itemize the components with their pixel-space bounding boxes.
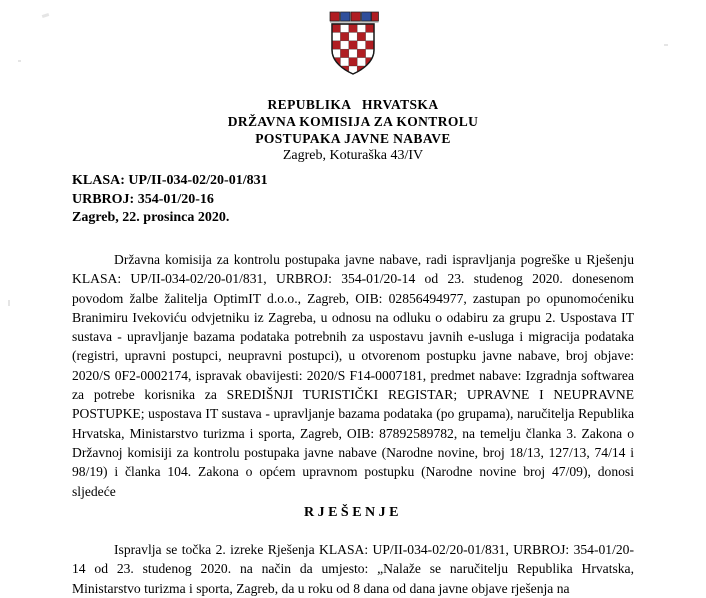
klasa-number: KLASA: UP/II-034-02/20-01/831 xyxy=(72,173,268,188)
correction-paragraph: Ispravlja se točka 2. izreke Rješenja KLASA: UP/II-034-02/20-01/831, URBROJ: 354-01/20-14 od 23. studenog 2020. na način da umjesto: „Nalaže se naručitelju Republika Hrvatska, Ministarstvo turizma i sporta, Zagreb, da u roku od 8 dana od dana javne objave rješenja na xyxy=(72,542,634,596)
emblem-container xyxy=(0,10,706,81)
header-line-postupaka: POSTUPAKA JAVNE NABAVE xyxy=(255,131,451,146)
institution-header xyxy=(0,96,706,164)
header-line-republika: REPUBLIKA HRVATSKA xyxy=(267,97,439,112)
place-and-date: Zagreb, 22. prosinca 2020. xyxy=(72,210,230,225)
intro-paragraph: Državna komisija za kontrolu postupaka javne nabave, radi ispravljanja pogreške u Rješenju KLASA: UP/II-034-02/20-01/831, URBROJ: 354-01/20-14 od 23. studenog 2020. donesenom povodom žalbe žalitelja OptimIT d.o.o., Zagreb, OIB: 02856494977, zastupan po opunomoćeniku Branimiru Ivekoviću odvjetniku iz Zagreba, u odnosu na odluku o odabiru za grupu 2. Uspostava IT sustava - upravljanje bazama podataka potrebnih za uspostavu javnih e-usluga i migracija podataka (registri, upravni postupci, neupravni postupci), u otvorenom postupku javne nabave, broj objave: 2020/S 0F2-0002174, ispravak obavijesti: 2020/S F14-0007181, predmet nabave: Izgradnja softwarea za potrebe korisnika za SREDIŠNJI TURISTIČKI REGISTAR; UPRAVNE I NEUPRAVNE POSTUPKE; uspostava IT sustava - upravljanje bazama podataka (po grupama), naručitelja Republika Hrvatska, Ministarstvo turizma i sporta, Zagreb, OIB: 87892589782, na temelju članka 3. Zakona o Državnoj komisiji za kontrolu postupaka javne nabave (Narodne novine, broj 18/13, 127/13, 74/14 i 98/19) i članka 104. Zakona o općem upravnom postupku (Narodne novine broj 47/09), donosi sljedeće xyxy=(72,252,634,499)
header-line-komisija: DRŽAVNA KOMISIJA ZA KONTROLU xyxy=(227,114,479,129)
urbroj-number: URBROJ: 354-01/20-16 xyxy=(72,191,214,207)
document-identifiers xyxy=(72,172,268,228)
intro-paragraph-container xyxy=(72,250,634,501)
decision-heading: RJEŠENJE xyxy=(303,505,403,520)
croatian-coat-of-arms-icon xyxy=(326,10,380,76)
correction-paragraph-container xyxy=(72,540,634,598)
scan-speck xyxy=(8,300,10,306)
header-address: Zagreb, Koturaška 43/IV xyxy=(282,148,424,163)
